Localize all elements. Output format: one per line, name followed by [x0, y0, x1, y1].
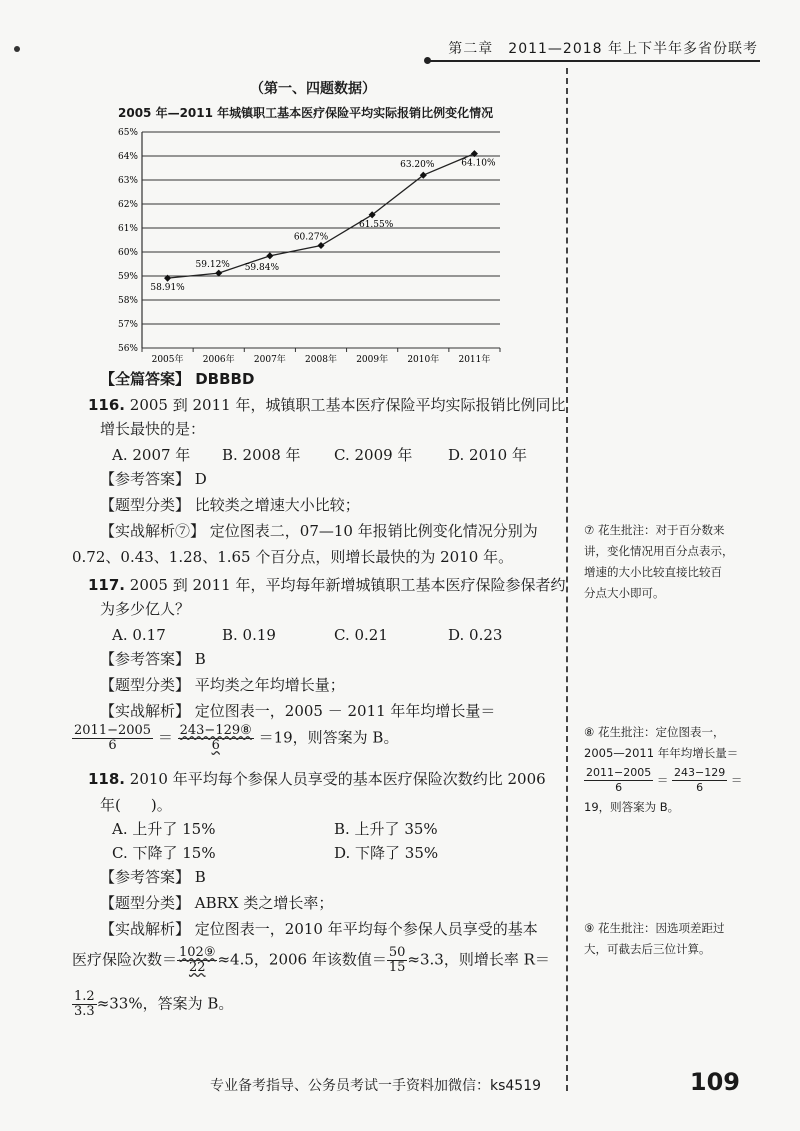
q117-opt-b: B. 0.19	[222, 626, 276, 644]
q116-stem-1	[88, 394, 568, 416]
note-7-line: ⑦ 花生批注：对于百分数来	[584, 523, 725, 537]
q118-opt-b: B. 上升了 35%	[334, 820, 438, 838]
note-9-line: ⑨ 花生批注：因选项差距过	[584, 921, 725, 935]
note-7-line: 讲，变化情况用百分点表示，	[584, 544, 734, 558]
q118-opt-d: D. 下降了 35%	[334, 844, 439, 862]
y-tick-label: 58%	[117, 296, 138, 306]
q117-stem-1	[88, 574, 568, 596]
all-answers: 【全篇答案】 DBBBD	[100, 370, 255, 388]
data-label: 64.10%	[461, 158, 496, 169]
frac-den: 22	[188, 960, 206, 975]
y-tick-label: 62%	[117, 200, 138, 210]
q118-opt-c: C. 下降了 15%	[112, 844, 216, 862]
data-label: 63.20%	[400, 160, 435, 171]
q118-answer: 【参考答案】 B	[100, 868, 206, 886]
x-tick-label: 2010年	[407, 355, 440, 364]
x-tick-label: 2009年	[356, 355, 389, 364]
y-tick-label: 60%	[117, 248, 138, 258]
q116-answer: 【参考答案】 D	[100, 470, 207, 488]
note-9	[584, 918, 784, 960]
y-tick-labels	[118, 128, 138, 354]
frac-den: 3.3	[74, 1004, 95, 1019]
q117-opt-c: C. 0.21	[334, 626, 388, 644]
q117-fraction-1	[72, 724, 153, 753]
q116-stem-2: 增长最快的是：	[100, 420, 206, 438]
q116-opt-c: C. 2009 年	[334, 446, 413, 464]
data-label: 58.91%	[150, 283, 185, 294]
note-8	[584, 722, 784, 818]
note-7-line: 分点大小即可。	[584, 586, 665, 600]
q116-type: 【题型分类】 比较类之增速大小比较；	[100, 496, 360, 514]
q117-opt-a: A. 0.17	[112, 626, 166, 644]
footer-text: 专业备考指导、公务员考试一手资料加微信：ks4519	[210, 1078, 542, 1094]
q117-analysis-2: $\frac{2011-2005}{6}$ ＝ $\frac{\text{243−129⑧}}{6}$ ＝19，则答案为 B。	[74, 723, 399, 753]
q116-analysis-2: 0.72、0.43、1.28、1.65 个百分点，则增长最快的为 2010 年。	[72, 548, 514, 566]
q116-opt-b: B. 2008 年	[222, 446, 301, 464]
q118-a2-tail: ≈3.3，则增长率 R＝	[407, 950, 550, 969]
x-tick-label: 2011年	[458, 355, 491, 364]
x-tick-label: 2007年	[253, 355, 286, 364]
x-tick-label: 2008年	[305, 355, 337, 364]
q116-opt-a: A. 2007 年	[112, 446, 191, 464]
note-7	[584, 520, 784, 604]
data-point	[317, 242, 324, 249]
chapter-header: 第二章 2011—2018 年上下半年多省份联考	[448, 41, 758, 57]
q118-a3-tail: ≈33%，答案为 B。	[96, 994, 234, 1013]
q117-number: 117.	[88, 576, 126, 594]
y-tick-label: 56%	[117, 344, 138, 354]
q117-analysis-tail: ＝19，则答案为 B。	[258, 728, 399, 747]
frac-num: 243−129⑧	[179, 723, 252, 738]
frac-num: 50	[388, 945, 406, 960]
chart-title: 2005 年—2011 年城镇职工基本医疗保险平均实际报销比例变化情况	[118, 106, 494, 120]
frac-num: 2011−2005	[74, 723, 152, 738]
data-label: 59.12%	[195, 260, 230, 271]
q118-analysis-2	[72, 946, 566, 975]
q118-type: 【题型分类】 ABRX 类之增长率；	[100, 894, 334, 912]
q118-a2-pre: 医疗保险次数＝	[72, 950, 178, 969]
q117-opt-d: D. 0.23	[448, 626, 503, 644]
q118-stem-1	[88, 768, 568, 790]
x-tick-labels	[152, 353, 491, 364]
data-point	[266, 252, 273, 259]
page-number: 109	[689, 1068, 740, 1096]
q118-number: 118.	[88, 770, 126, 788]
q118-stem-text: 2010 年平均每个参保人员享受的基本医疗保险次数约比 2006	[129, 770, 546, 788]
q116-number: 116.	[88, 396, 126, 414]
q118-analysis-3	[72, 990, 562, 1019]
q116-stem-text: 2005 到 2011 年，城镇职工基本医疗保险平均实际报销比例同比	[129, 396, 566, 414]
data-labels	[150, 159, 496, 294]
data-label: 59.84%	[244, 262, 280, 273]
q118-fraction-3	[72, 990, 97, 1019]
y-tick-label: 64%	[117, 152, 138, 162]
frac-num: 102⑨	[179, 945, 216, 960]
note-8-formula: $\frac{2011-2005}{6}$ ＝ $\frac{243-129}{6}$ ＝	[586, 766, 743, 794]
note-8-line: 2005—2011 年年均增长量＝	[584, 746, 739, 760]
y-tick-label: 61%	[117, 224, 138, 234]
note-8-line: 19，则答案为 B。	[584, 800, 680, 814]
frac-num: 243−129	[674, 766, 726, 779]
q118-opt-a: A. 上升了 15%	[112, 820, 216, 838]
q118-fraction-1	[177, 946, 217, 975]
q117-type: 【题型分类】 平均类之年均增长量；	[100, 676, 345, 694]
frac-den: 6	[108, 738, 117, 753]
line-chart	[100, 124, 520, 364]
y-tick-label: 59%	[117, 272, 138, 282]
q118-fraction-2	[387, 946, 408, 975]
frac-den: 6	[696, 781, 704, 794]
note-8-line: ⑧ 花生批注：定位图表一，	[584, 725, 725, 739]
frac-den: 6	[615, 781, 623, 794]
x-tick-label: 2006年	[202, 355, 235, 364]
q118-analysis-1: 【实战解析】 定位图表一，2010 年平均每个参保人员享受的基本	[100, 920, 538, 938]
y-tick-label: 63%	[117, 176, 138, 186]
q117-stem-2: 为多少亿人？	[100, 600, 191, 618]
data-label: 61.55%	[358, 219, 394, 230]
header-rule	[430, 60, 760, 62]
frac-num: 2011−2005	[586, 766, 652, 779]
note-9-line: 大，可截去后三位计算。	[584, 942, 711, 956]
frac-num: 1.2	[74, 989, 95, 1004]
chart-caption: （第一、四题数据）	[250, 81, 376, 97]
margin-dot	[14, 46, 20, 52]
y-tick-label: 65%	[117, 128, 138, 138]
frac-den: 6	[211, 738, 220, 753]
note-8-frac-1	[584, 766, 653, 795]
data-label: 60.27%	[293, 232, 329, 243]
q118-stem-2: 年( )。	[100, 796, 172, 814]
q116-analysis-1: 【实战解析⑦】 定位图表二，07—10 年报销比例变化情况分别为	[100, 522, 538, 540]
y-tick-label: 57%	[117, 320, 138, 330]
q118-a2-mid: ≈4.5，2006 年该数值＝	[217, 950, 387, 969]
q117-fraction-2	[178, 724, 254, 753]
note-8-frac-2	[672, 766, 727, 795]
q117-analysis-1: 【实战解析】 定位图表一，2005 － 2011 年年均增长量＝	[100, 702, 496, 720]
q117-stem-text: 2005 到 2011 年，平均每年新增城镇职工基本医疗保险参保者约	[129, 576, 566, 594]
q116-opt-d: D. 2010 年	[448, 446, 527, 464]
x-tick-label: 2005年	[151, 355, 184, 364]
frac-den: 15	[388, 960, 406, 975]
note-7-line: 增速的大小比较直接比较百	[584, 565, 722, 579]
q117-answer: 【参考答案】 B	[100, 650, 206, 668]
